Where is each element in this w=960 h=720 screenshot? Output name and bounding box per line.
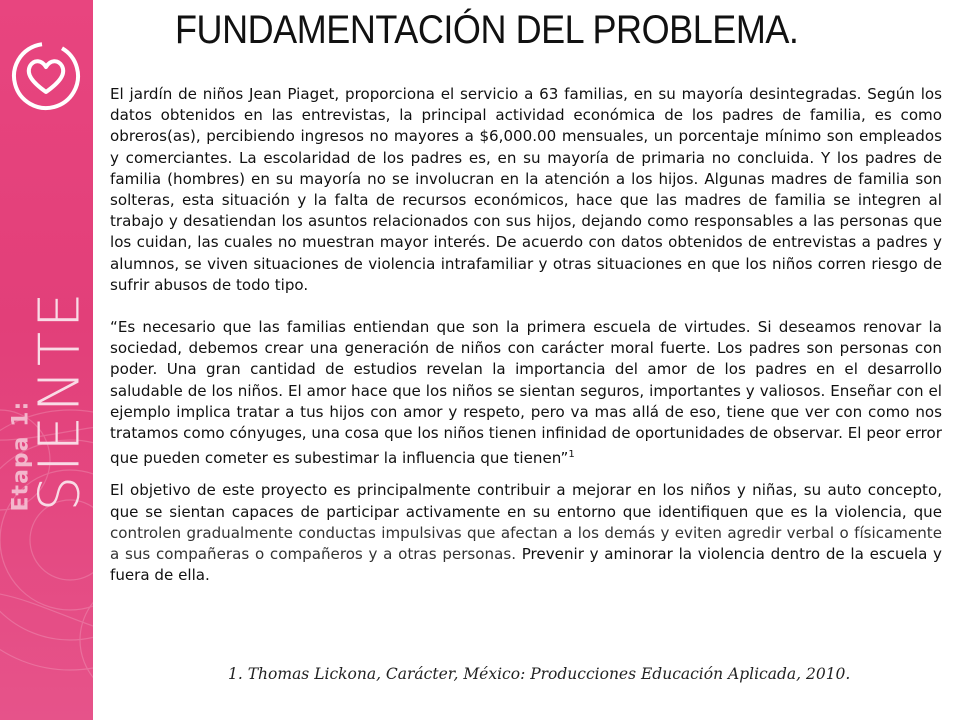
objective-part-1: El objetivo de este proyecto es principalmente contribuir a mejorar en los niños y niñas, su auto concepto, que se sientan capaces de participar activamente en su entorno que identifiquen que es la violencia, que — [110, 481, 942, 521]
paragraph-context: El jardín de niños Jean Piaget, proporciona el servicio a 63 familias, en su mayoría desintegradas. Según los datos obtenidos en las entrevistas, la principal actividad económica de los padres de familia, es como obreros(as), percibiendo ingresos no mayores a $6,000.00 mensuales, un porcentaje mínimo son empleados y comerciantes. La escolaridad de los padres es, en su mayoría de primaria no concluida. Y los padres de familia (hombres) en su mayoría no se involucran en la atención a los hijos. Algunas madres de familia son solteras, esta situación y la falta de recursos económicos, hace que las madres de familia se integren al trabajo y desatiendan los asuntos relacionados con sus hijos, dejando como responsables a las personas que los cuidan, las cuales no muestran mayor interés. De acuerdo con datos obtenidos de entrevistas a padres y alumnos, se viven situaciones de violencia intrafamiliar y otras situaciones en que los niños corren riesgo de sufrir abusos de todo tipo. — [110, 85, 942, 294]
quote-reference: 1 — [568, 449, 575, 461]
objective-part-3: Prevenir y aminorar la violencia dentro de la escuela y fuera de ella. — [110, 545, 942, 585]
stage-vertical-label — [8, 288, 93, 512]
body-content — [110, 84, 942, 587]
stage-name: SIENTE — [27, 288, 93, 512]
paragraph-objective — [110, 480, 942, 586]
heart-logo-icon — [10, 40, 82, 112]
objective-part-2: controlen gradualmente conductas impulsivas que afectan a los demás y eviten agredir verbal o físicamente a sus compañeras o compañeros y a otras personas. — [110, 523, 942, 564]
sidebar-banner — [0, 0, 93, 720]
quote-text: “Es necesario que las familias entiendan que son la primera escuela de virtudes. Si deseamos renovar la sociedad, debemos crear una generación de niños con carácter moral fuerte. Los padres son personas con poder. Una gran cantidad de estudios revelan la importancia del amor de los padres en el desarrollo saludable de los niños. El amor hace que los niños se sientan seguros, importantes y valiosos. Enseñar con el ejemplo implica tratar a tus hijos con amor y respeto, pero va mas allá de eso, tiene que ver con como nos tratamos como cónyuges, una cosa que los niños tienen infinidad de oportunidades de observar. El peor error que pueden cometer es subestimar la influencia que tienen” — [110, 318, 942, 468]
paragraph-quote — [110, 317, 942, 469]
stage-label: Etapa 1: — [8, 400, 34, 512]
page-title: FUNDAMENTACIÓN DEL PROBLEMA. — [175, 8, 799, 52]
footnote: 1. Thomas Lickona, Carácter, México: Producciones Educación Aplicada, 2010. — [228, 665, 851, 683]
